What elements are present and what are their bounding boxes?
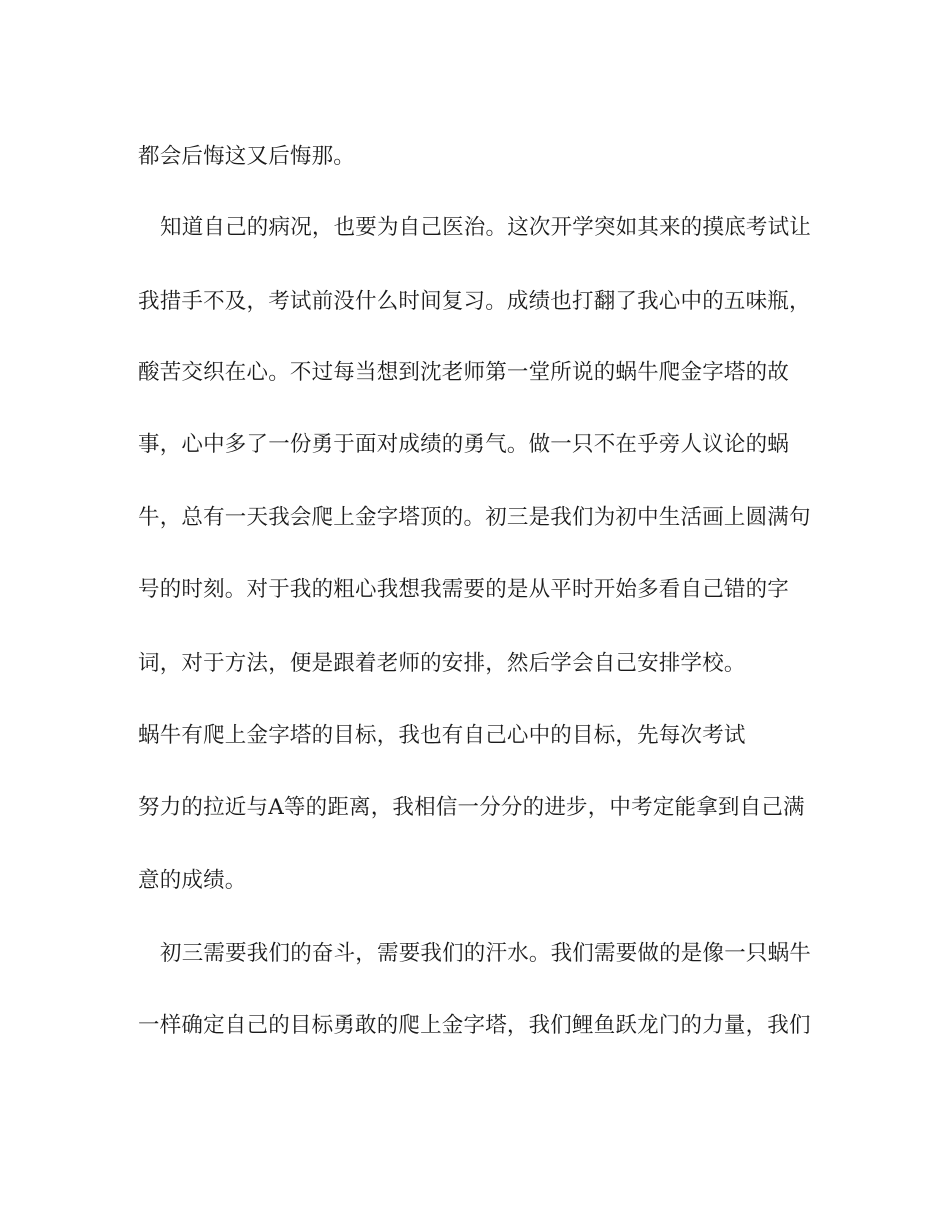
text-line: 号的时刻。对于我的粗心我想我需要的是从平时开始多看自己错的字	[138, 577, 790, 602]
paragraph-start-line: 知道自己的病况，也要为自己医治。这次开学突如其来的摸底考试让	[160, 215, 812, 240]
paragraph-start-line: 初三需要我们的奋斗，需要我们的汗水。我们需要做的是像一只蜗牛	[160, 941, 812, 966]
text-line: 酸苦交织在心。不过每当想到沈老师第一堂所说的蜗牛爬金字塔的故	[138, 360, 790, 385]
text-line: 都会后悔这又后悔那。	[138, 144, 356, 169]
text-line: 牛，总有一天我会爬上金字塔顶的。初三是我们为初中生活画上圆满句	[138, 505, 811, 530]
text-line: 词，对于方法，便是跟着老师的安排，然后学会自己安排学校。	[138, 651, 746, 676]
text-line: 努力的拉近与A等的距离，我相信一分分的进步，中考定能拿到自己满	[138, 795, 805, 820]
paragraph-start-line: 蜗牛有爬上金字塔的目标，我也有自己心中的目标，先每次考试	[138, 723, 746, 748]
text-line: 事，心中多了一份勇于面对成绩的勇气。做一只不在乎旁人议论的蜗	[138, 432, 790, 457]
text-line: 一样确定自己的目标勇敢的爬上金字塔，我们鲤鱼跃龙门的力量，我们	[138, 1013, 811, 1038]
text-line: 意的成绩。	[138, 868, 247, 893]
text-line: 我措手不及，考试前没什么时间复习。成绩也打翻了我心中的五味瓶，	[138, 289, 811, 314]
